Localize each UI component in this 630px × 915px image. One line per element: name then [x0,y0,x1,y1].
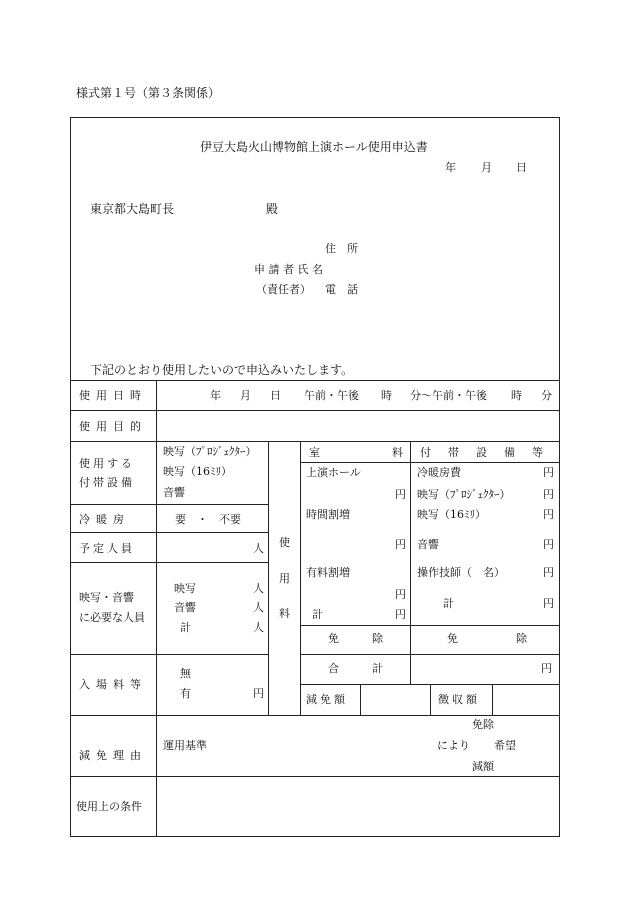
room-total-yen: 円 [395,608,406,621]
av-sound-unit: 人 [253,601,264,614]
grid-line [360,684,361,715]
equipment-projector: 映写（ﾌﾟﾛｼﾞｪｸﾀｰ） [163,445,257,458]
admission-yen: 円 [253,687,264,700]
grid-line [300,654,560,655]
grid-line [300,441,301,715]
av-staff-label-2: に必要な人員 [79,611,145,624]
grid-line [430,684,431,715]
equipment-sound: 音響 [163,486,185,499]
grid-line [70,715,560,716]
room-exempt-left: 免 [328,632,339,645]
usage-conditions-label: 使用上の条件 [76,800,142,813]
usage-date-label: 使用日時 [79,389,147,402]
applicant-responsible-label: （責任者） [256,283,311,296]
addressee: 東京都大島町長 [90,202,175,216]
fee-label-char-3: 料 [279,607,290,620]
av-projection-unit: 人 [253,582,264,595]
reason-by: により [437,739,470,752]
grid-line [70,562,268,563]
reduction-reason-label: 減免理由 [79,749,147,762]
heating-label: 冷暖房 [79,513,130,526]
attached-sound-yen: 円 [543,538,554,551]
usage-hour-start: 時 [381,389,392,402]
usage-range-separator: 分〜午前・午後 [410,389,487,402]
attached-fee-header: 付帯設備等 [420,446,560,459]
room-paid-extra-label: 有料割増 [306,566,350,579]
grid-line [268,441,269,715]
form-number: 様式第１号（第３条関係） [76,86,221,100]
attached-projector-label: 映写（ﾌﾟﾛｼﾞｪｸﾀｰ） [417,488,511,501]
date-day-label: 日 [516,161,527,174]
room-paid-extra-yen: 円 [395,588,406,601]
usage-purpose-label: 使用目的 [79,420,147,433]
admission-none: 無 [180,667,191,680]
equipment-16mm: 映写（16ﾐﾘ） [163,465,232,478]
attached-sound-label: 音響 [417,538,439,551]
attached-total-yen: 円 [543,597,554,610]
room-hall-yen: 円 [395,488,406,501]
room-hall-label: 上演ホール [306,466,361,479]
collected-amount-label: 徴収額 [438,693,480,706]
applicant-name-label: 申 請 者 氏 名 [254,263,323,276]
attached-16mm-yen: 円 [543,508,554,521]
usage-month-label: 月 [240,389,251,402]
equipment-label-2: 付帯設備 [79,476,135,489]
applicant-tel-label: 電 話 [325,283,358,296]
applicant-address-label: 住 所 [325,242,358,255]
grand-total-yen: 円 [541,662,552,675]
grid-line [70,441,560,442]
date-month-label: 月 [481,161,492,174]
honorific: 殿 [266,202,279,216]
planned-people-label: 予定人員 [79,542,135,555]
av-sound-label: 音響 [174,601,196,614]
av-total-unit: 人 [253,621,264,634]
room-time-extra-label: 時間割増 [306,508,350,521]
reason-basis: 運用基準 [163,739,207,752]
room-time-extra-yen: 円 [395,538,406,551]
reduction-amount-label: 減免額 [306,693,348,706]
grid-line [70,380,560,381]
attached-technician-label: 操作技師（ 名） [417,566,505,579]
reason-wish: 希望 [494,739,516,752]
grid-line [70,410,560,411]
attached-projector-yen: 円 [543,488,554,501]
grid-line [492,684,493,715]
av-staff-label-1: 映写・音響 [79,591,134,604]
equipment-label-1: 使用する [79,457,135,470]
usage-ampm-start: 午前・午後 [304,389,359,402]
admission-label: 入場料等 [79,678,147,691]
admission-yes: 有 [180,687,191,700]
reason-reduce: 減額 [472,760,494,773]
grid-line [156,380,157,837]
grid-line [70,532,268,533]
attached-technician-yen: 円 [543,566,554,579]
grid-line [410,441,411,684]
attached-exempt-right: 除 [516,632,527,645]
intro-text: 下記のとおり使用したいので申込みいたします。 [90,363,354,377]
av-projection-label: 映写 [174,582,196,595]
fee-label-char-1: 使 [279,536,290,549]
usage-year-label: 年 [210,389,221,402]
grid-line [70,504,268,505]
usage-minute-end: 分 [541,389,552,402]
room-fee-header-left: 室 [309,446,320,459]
heating-choice: 要 ・ 不要 [175,513,241,526]
planned-people-unit: 人 [253,542,264,555]
av-total-label: 計 [180,621,191,634]
grand-total-left: 合 [328,662,339,675]
attached-total-label: 計 [443,597,454,610]
date-year-label: 年 [445,161,456,174]
grid-line [300,625,560,626]
attached-exempt-left: 免 [447,632,458,645]
room-fee-header-right: 料 [392,446,403,459]
attached-hvac-label: 冷暖房費 [417,466,461,479]
grid-line [70,776,560,777]
reason-exempt: 免除 [472,718,494,731]
fee-label-char-2: 用 [279,572,290,585]
grand-total-right: 計 [372,662,383,675]
grid-line [300,462,560,463]
grid-line [70,654,268,655]
attached-16mm-label: 映写（16ﾐﾘ） [417,508,486,521]
room-exempt-right: 除 [372,632,383,645]
usage-hour-end: 時 [511,389,522,402]
form-title: 伊豆大島火山博物館上演ホール使用申込書 [200,140,428,154]
attached-hvac-yen: 円 [543,466,554,479]
room-total-label: 計 [312,608,323,621]
usage-day-label: 日 [270,389,281,402]
